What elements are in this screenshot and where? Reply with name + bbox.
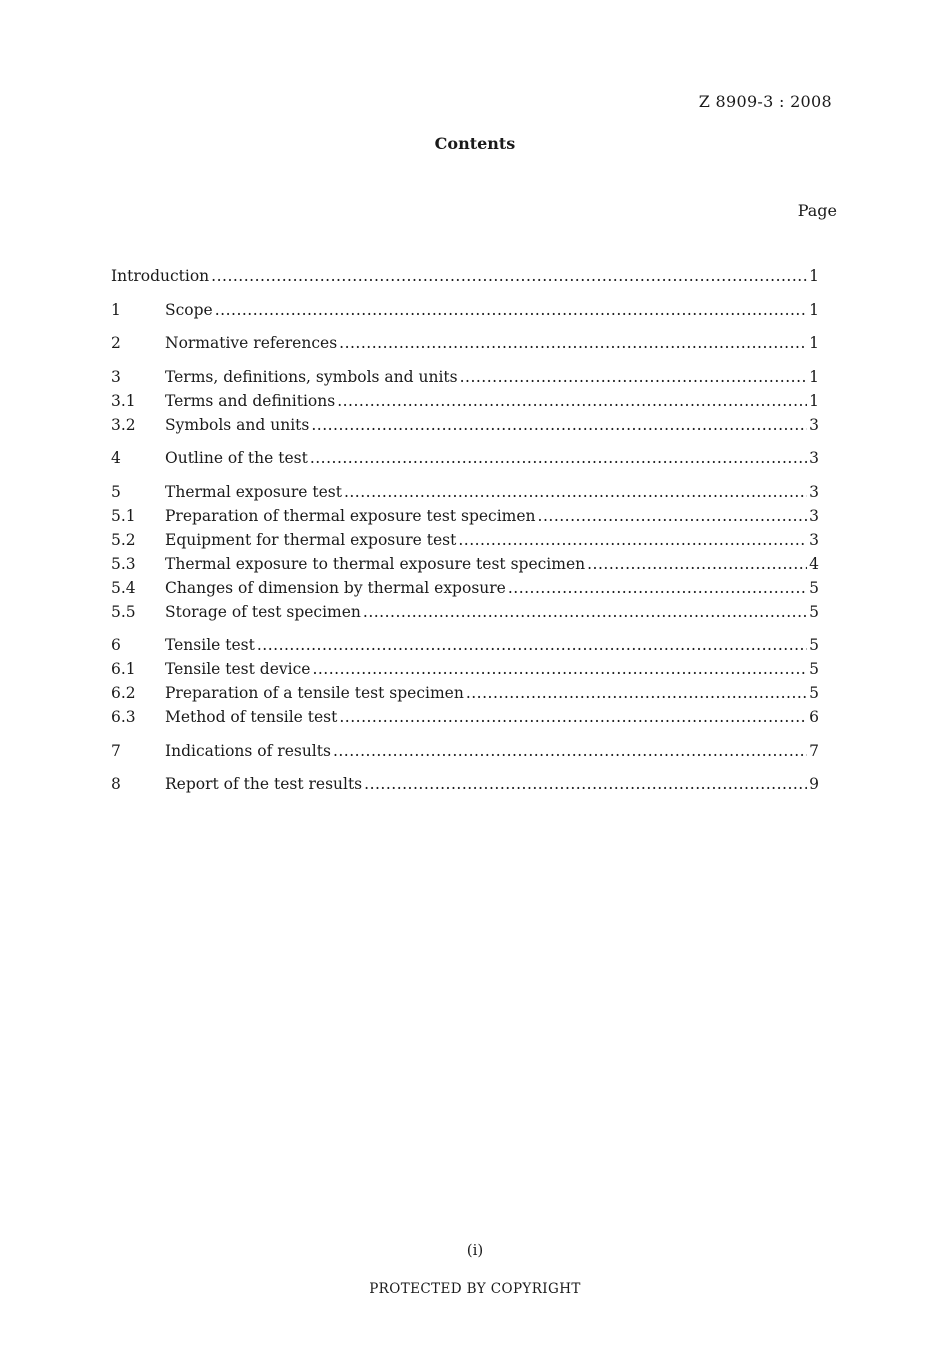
toc-entry-title: Outline of the test <box>165 449 308 467</box>
toc-entry-number: 6 <box>111 636 121 654</box>
toc-entry[interactable] <box>111 681 819 705</box>
toc-entry[interactable] <box>111 298 819 322</box>
toc-entry[interactable] <box>111 365 819 389</box>
dot-leader <box>460 365 807 389</box>
dot-leader <box>508 576 807 600</box>
dot-leader <box>257 633 807 657</box>
toc-entry[interactable] <box>111 633 819 657</box>
copyright-notice: PROTECTED BY COPYRIGHT <box>369 1281 581 1297</box>
toc-entry-title: Tensile test device <box>165 660 311 678</box>
toc-entry-number: 1 <box>111 300 121 319</box>
dot-leader <box>337 389 807 413</box>
toc-entry-number: 4 <box>111 449 121 467</box>
toc-entry-title: Terms and definitions <box>165 391 336 410</box>
dot-leader <box>458 528 807 552</box>
dot-leader <box>344 480 807 504</box>
toc-entry-number: 5.5 <box>111 602 136 621</box>
toc-entry[interactable] <box>111 576 819 600</box>
toc-entry-page: 5 <box>809 602 819 621</box>
toc-entry-number: 2 <box>111 334 121 352</box>
toc-entry-page: 6 <box>809 708 819 726</box>
dot-leader <box>215 298 807 322</box>
page-column-header: Page <box>797 201 837 220</box>
toc-entry-title: Thermal exposure to thermal exposure test specimen <box>165 554 586 573</box>
toc-entry-number: 3.2 <box>111 415 136 434</box>
dot-leader <box>466 681 807 705</box>
toc-entry[interactable] <box>111 600 819 624</box>
dot-leader <box>363 600 807 624</box>
toc-entry-page: 1 <box>809 391 819 410</box>
toc-entry-page: 5 <box>809 660 819 678</box>
toc-entry[interactable] <box>111 528 819 552</box>
toc-entry-title: Equipment for thermal exposure test <box>165 530 457 549</box>
document-id: Z 8909-3 : 2008 <box>698 92 832 111</box>
toc-entry-page: 5 <box>809 636 819 654</box>
toc-entry-page: 5 <box>809 578 819 597</box>
toc-entry-number: 8 <box>111 775 121 793</box>
dot-leader <box>364 772 807 796</box>
toc-entry-page: 3 <box>809 415 819 434</box>
toc-entry[interactable] <box>111 413 819 437</box>
toc-entry-page: 4 <box>809 554 819 573</box>
toc-entry-page: 1 <box>809 267 819 285</box>
dot-leader <box>312 657 807 681</box>
toc-entry-title: Tensile test <box>165 636 255 654</box>
toc-entry-number: 6.3 <box>111 708 136 726</box>
dot-leader <box>211 264 807 288</box>
toc-entry-page: 1 <box>809 367 819 386</box>
toc-entry-number: 5.4 <box>111 578 136 597</box>
toc-entry-title: Indications of results <box>165 741 331 760</box>
toc-entry-page: 1 <box>809 300 819 319</box>
toc-entry-title: Normative references <box>165 334 338 352</box>
page-number: (i) <box>466 1241 484 1259</box>
dot-leader <box>311 413 807 437</box>
toc-entry-title: Symbols and units <box>165 415 310 434</box>
page-title: Contents <box>434 134 516 153</box>
toc-entry-page: 9 <box>809 775 819 793</box>
toc-entry-page: 3 <box>809 506 819 525</box>
toc-entry-title: Method of tensile test <box>165 708 338 726</box>
toc-entry-page: 3 <box>809 530 819 549</box>
toc-entry-number: 6.1 <box>111 660 136 678</box>
toc-entry-title: Preparation of thermal exposure test specimen <box>165 506 536 525</box>
toc-entry-page: 1 <box>809 334 819 352</box>
toc-entry-title: Introduction <box>111 267 210 285</box>
toc-entry-page: 3 <box>809 449 819 467</box>
toc-entry[interactable] <box>111 446 819 470</box>
toc-entry[interactable] <box>111 331 819 355</box>
toc-entry-title: Storage of test specimen <box>165 602 361 621</box>
toc-entry-title: Thermal exposure test <box>165 482 342 501</box>
toc-entry[interactable] <box>111 264 819 288</box>
toc-entry-number: 6.2 <box>111 684 136 702</box>
toc-entry-number: 5.2 <box>111 530 136 549</box>
dot-leader <box>339 331 807 355</box>
toc-entry-title: Preparation of a tensile test specimen <box>165 684 464 702</box>
toc-entry[interactable] <box>111 705 819 729</box>
toc-entry-number: 5.3 <box>111 554 136 573</box>
toc-entry[interactable] <box>111 480 819 504</box>
toc-entry-number: 5.1 <box>111 506 136 525</box>
toc-entry-number: 3.1 <box>111 391 136 410</box>
toc-entry[interactable] <box>111 504 819 528</box>
toc-entry-number: 3 <box>111 367 121 386</box>
toc-entry-title: Report of the test results <box>165 775 363 793</box>
toc-entry[interactable] <box>111 389 819 413</box>
dot-leader <box>587 552 807 576</box>
toc-entry[interactable] <box>111 772 819 796</box>
dot-leader <box>310 446 807 470</box>
table-of-contents <box>111 264 819 796</box>
toc-entry-title: Terms, definitions, symbols and units <box>165 367 458 386</box>
toc-entry-page: 5 <box>809 684 819 702</box>
toc-entry[interactable] <box>111 739 819 763</box>
dot-leader <box>538 504 807 528</box>
toc-entry-number: 5 <box>111 482 121 501</box>
toc-entry[interactable] <box>111 552 819 576</box>
dot-leader <box>333 739 807 763</box>
toc-entry-title: Changes of dimension by thermal exposure <box>165 578 506 597</box>
toc-entry[interactable] <box>111 657 819 681</box>
toc-entry-number: 7 <box>111 741 121 760</box>
dot-leader <box>339 705 807 729</box>
toc-entry-page: 7 <box>809 741 819 760</box>
toc-entry-title: Scope <box>165 300 213 319</box>
toc-entry-page: 3 <box>809 482 819 501</box>
